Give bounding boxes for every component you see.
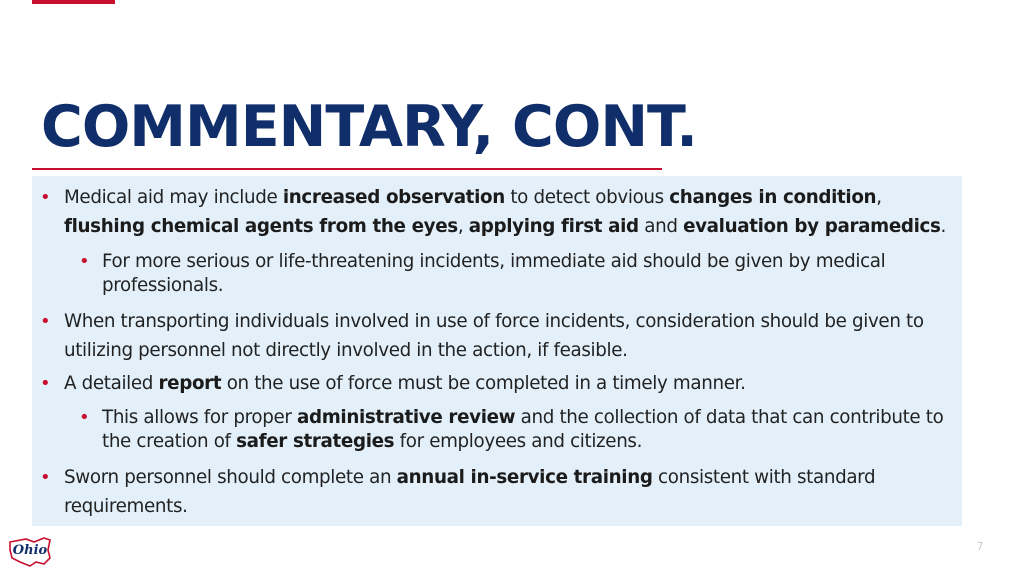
page-number: 7	[976, 540, 984, 553]
bullet-text: This allows for proper administrative review and the collection of data that can contribute to the creation of safer strategies for employees and citizens.	[102, 407, 944, 452]
bullet-icon: •	[40, 373, 51, 394]
bullet-icon: •	[79, 251, 90, 272]
ohio-logo-icon	[6, 528, 54, 568]
bullet-icon: •	[40, 467, 51, 488]
bullet-icon: •	[79, 407, 90, 428]
svg-text:Ohio: Ohio	[12, 543, 48, 558]
bullet-icon: •	[40, 187, 51, 208]
bullet-text: Sworn personnel should complete an annual in-service training consistent with standard requirements.	[64, 467, 876, 517]
sub-bullet-administrative-review	[79, 406, 952, 454]
bullet-report	[40, 369, 954, 398]
top-accent-bar	[32, 0, 115, 4]
bullet-text: Medical aid may include increased observation to detect obvious changes in condition, flushing chemical agents from the eyes, applying first aid and evaluation by paramedics.	[64, 187, 947, 237]
bullet-medical-aid	[40, 183, 954, 241]
slide-title: COMMENTARY, CONT.	[41, 94, 697, 160]
bullet-text: When transporting individuals involved in use of force incidents, consideration should be given to utilizing personnel not directly involved in the action, if feasible.	[64, 311, 924, 361]
bullet-icon: •	[40, 311, 51, 332]
title-underline	[32, 168, 662, 170]
bullet-text: For more serious or life-threatening incidents, immediate aid should be given by medical professionals.	[102, 251, 886, 296]
bullet-transporting	[40, 307, 954, 365]
bullet-text: A detailed report on the use of force must be completed in a timely manner.	[64, 373, 746, 394]
bullet-training	[40, 463, 954, 521]
ohio-logo	[6, 528, 54, 568]
sub-bullet-serious-incidents	[79, 250, 952, 298]
